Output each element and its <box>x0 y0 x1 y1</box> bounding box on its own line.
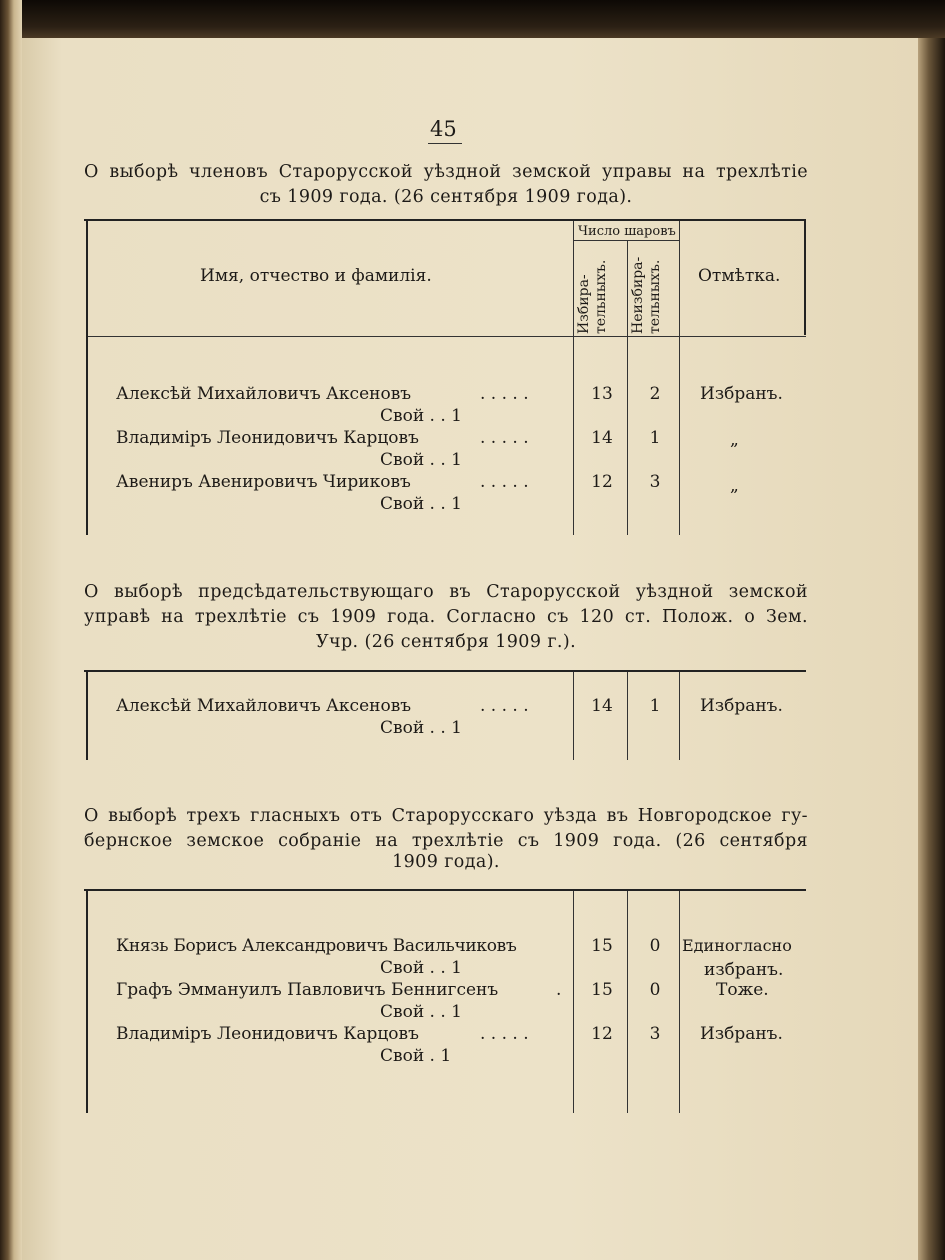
votes-for: 13 <box>591 384 613 404</box>
header-for-votes: Избира- тельныхъ. <box>576 259 609 334</box>
own-votes: Свой . . 1 <box>380 718 462 738</box>
col-divider <box>627 241 628 535</box>
header-bottom-rule <box>88 336 806 337</box>
header-note-column: Отмѣтка. <box>698 266 781 286</box>
page-number: 45 <box>430 117 457 141</box>
header-against-votes: Неизбира- тельныхъ. <box>630 256 663 334</box>
leader-dots: . <box>556 980 562 1000</box>
table-row-name: Владиміръ Леонидовичъ Карцовъ <box>116 1024 419 1044</box>
votes-for: 12 <box>591 1024 613 1044</box>
votes-against: 2 <box>649 384 661 404</box>
table-row-name: Владиміръ Леонидовичъ Карцовъ <box>116 428 419 448</box>
col-divider <box>573 891 574 1113</box>
own-votes: Свой . . 1 <box>380 494 462 514</box>
table-top-rule <box>84 670 806 672</box>
votes-for: 15 <box>591 936 613 956</box>
votes-for: 15 <box>591 980 613 1000</box>
leader-dots: . . . . . <box>480 428 529 448</box>
book-top-edge <box>22 0 945 38</box>
section3-heading-line1: О выборѣ трехъ гласныхъ отъ Старорусскаго уѣзда въ Новгородское гу- <box>84 806 808 826</box>
header-balls-count: Число шаровъ <box>578 224 676 239</box>
own-votes: Свой . 1 <box>380 1046 452 1066</box>
own-votes: Свой . . 1 <box>380 958 462 978</box>
table-right-border <box>804 219 806 335</box>
votes-for: 14 <box>591 428 613 448</box>
table-top-rule <box>84 219 806 221</box>
votes-against: 3 <box>649 472 661 492</box>
votes-against: 3 <box>649 1024 661 1044</box>
votes-against: 0 <box>649 980 661 1000</box>
table-left-border <box>86 221 88 535</box>
own-votes: Свой . . 1 <box>380 406 462 426</box>
table-row-name: Князь Борисъ Александровичъ Васильчиковъ <box>116 936 517 956</box>
col-divider <box>679 672 680 760</box>
ditto-mark: „ <box>730 476 739 496</box>
result-note-cont: избранъ. <box>704 960 784 980</box>
table-left-border <box>86 891 88 1113</box>
section2-heading-line2: управѣ на трехлѣтіе съ 1909 года. Согласно съ 120 ст. Полож. о Зем. <box>84 607 808 627</box>
result-note: Избранъ. <box>700 384 783 404</box>
page-edges <box>918 38 945 1260</box>
col-divider <box>627 672 628 760</box>
table-left-border <box>86 672 88 760</box>
result-note: Избранъ. <box>700 696 783 716</box>
leader-dots: . . . . . <box>480 1024 529 1044</box>
book-spine <box>0 0 22 1260</box>
votes-for: 12 <box>591 472 613 492</box>
col-divider <box>679 891 680 1113</box>
table-row-name: Авениръ Авенировичъ Чириковъ <box>116 472 411 492</box>
table-row-name: Графъ Эммануилъ Павловичъ Беннигсенъ <box>116 980 499 1000</box>
leader-dots: . . . . . <box>480 696 529 716</box>
votes-against: 0 <box>649 936 661 956</box>
section1-heading-line1: О выборѣ членовъ Старорусской уѣздной земской управы на трехлѣтіе <box>84 162 808 182</box>
votes-for: 14 <box>591 696 613 716</box>
header-name-column: Имя, отчество и фамилія. <box>200 266 432 286</box>
own-votes: Свой . . 1 <box>380 450 462 470</box>
col-divider <box>627 891 628 1113</box>
section3-heading-line3: 1909 года). <box>392 852 500 872</box>
table-row-name: Алексѣй Михайловичъ Аксеновъ <box>116 696 412 716</box>
table-top-rule <box>84 889 806 891</box>
result-note: Тоже. <box>716 980 769 1000</box>
section3-heading-line2: бернское земское собраніе на трехлѣтіе съ 1909 года. (26 сентября <box>84 831 808 851</box>
leader-dots: . . . . . <box>480 472 529 492</box>
page-number-rule <box>428 143 462 144</box>
result-note: Избранъ. <box>700 1024 783 1044</box>
votes-against: 1 <box>649 428 661 448</box>
section2-heading-line3: Учр. (26 сентября 1909 г.). <box>315 632 577 652</box>
ditto-mark: „ <box>730 430 739 450</box>
leader-dots: . . . . . <box>480 384 529 404</box>
col-divider <box>573 672 574 760</box>
balls-subheader-rule <box>573 240 679 241</box>
col-divider <box>573 221 574 535</box>
result-note: Единогласно <box>682 936 792 955</box>
section1-heading-line2: съ 1909 года. (26 сентября 1909 года). <box>259 187 633 207</box>
votes-against: 1 <box>649 696 661 716</box>
own-votes: Свой . . 1 <box>380 1002 462 1022</box>
section2-heading-line1: О выборѣ предсѣдательствующаго въ Старорусской уѣздной земской <box>84 582 808 602</box>
table-row-name: Алексѣй Михайловичъ Аксеновъ <box>116 384 412 404</box>
